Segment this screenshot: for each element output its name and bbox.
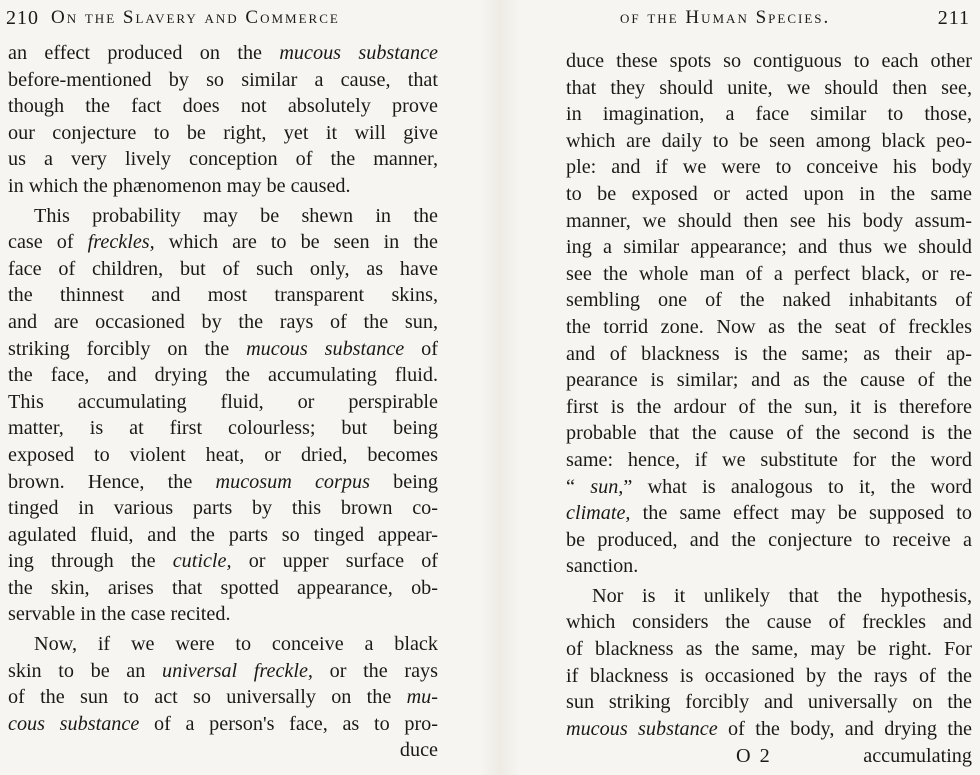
italic-phrase: mucosum corpus: [215, 470, 370, 493]
text-run: sanction.: [566, 555, 639, 578]
text-line: [8, 120, 438, 147]
text-line: [566, 128, 972, 155]
text-line: [566, 208, 972, 235]
page-footer: [566, 745, 972, 768]
text-run: in imagination, a face similar to those,: [566, 103, 972, 126]
text-run: ” what is analogous to it, the word: [623, 475, 972, 498]
text-run: tinged in various parts by this brown co-: [8, 497, 438, 520]
text-run: skin to be an: [8, 659, 162, 682]
text-run: or upper surface of: [231, 550, 439, 573]
text-run: the torrid zone. Now as the seat of freckles: [566, 315, 972, 338]
text-run: This accumulating fluid, or perspirable: [8, 390, 438, 413]
text-run: “: [566, 475, 591, 498]
text-run: us a very lively conception of the manner,: [8, 148, 438, 171]
text-line: [566, 474, 972, 501]
text-run: pearance is similar; and as the cause of the: [566, 369, 972, 392]
text-run: agulated fluid, and the parts so tinged appear-: [8, 523, 438, 546]
text-line: [8, 256, 438, 283]
text-run: This probability may be shewn in the: [34, 204, 438, 227]
text-line: [566, 447, 972, 474]
text-run: of blackness as the same, may be right. For: [566, 638, 972, 661]
italic-phrase: universal freckle,: [162, 659, 313, 682]
text-line: [566, 48, 972, 75]
text-run: case of: [8, 231, 88, 254]
italic-phrase: mu-: [406, 686, 438, 709]
text-run: of the sun to act so universally on the: [8, 686, 407, 709]
text-line: [8, 40, 438, 67]
text-line: [8, 631, 438, 658]
text-line: [8, 309, 438, 336]
text-line: [8, 522, 438, 549]
text-run: manner, we should then see his body assum-: [566, 209, 972, 232]
text-line: [566, 367, 972, 394]
text-run: duce these spots so contiguous to each other: [566, 50, 972, 72]
text-run: an effect produced on the: [8, 42, 280, 64]
text-line: [8, 711, 438, 738]
text-run: servable in the case recited.: [8, 603, 231, 626]
text-run: which are to be seen in the: [154, 231, 438, 254]
text-run: though the fact does not absolutely prove: [8, 95, 438, 118]
page-number: 210: [6, 6, 39, 29]
text-line: [8, 203, 438, 230]
text-line: [566, 154, 972, 181]
text-line: [566, 341, 972, 368]
text-run: to be exposed or acted upon in the same: [566, 182, 972, 205]
text-run: duce: [399, 739, 438, 762]
text-run: ing through the: [8, 550, 173, 573]
text-line: [8, 229, 438, 256]
text-run: ple: and if we were to conceive his body: [566, 156, 972, 179]
text-line: [566, 234, 972, 261]
text-line: [8, 684, 438, 711]
text-run: the face, and drying the accumulating fluid.: [8, 364, 438, 387]
text-run: face of children, but of such only, as have: [8, 257, 438, 280]
text-run: the thinnest and most transparent skins,: [8, 284, 438, 307]
text-run: matter, is at first colourless; but being: [8, 417, 438, 440]
text-run: the same effect may be supposed to: [630, 502, 972, 525]
text-line: [8, 442, 438, 469]
text-line: [8, 362, 438, 389]
text-run: before-mentioned by so similar a cause, that: [8, 68, 438, 91]
text-run: and are occasioned by the rays of the sun,: [8, 310, 438, 333]
text-line: [566, 287, 972, 314]
text-line: [566, 527, 972, 554]
left-page: [0, 0, 480, 775]
page-number: 211: [937, 6, 970, 29]
text-run: or the rays: [312, 659, 438, 682]
text-run: same: hence, if we substitute for the word: [566, 448, 972, 471]
text-run: Now, if we were to conceive a black: [34, 633, 438, 656]
text-line: [566, 314, 972, 341]
text-run: that they should unite, we should then see,: [566, 76, 972, 99]
text-run: in which the phænomenon may be caused.: [8, 174, 351, 197]
text-run: and of blackness is the same; as their ap-: [566, 342, 972, 365]
text-run: of: [404, 337, 438, 360]
text-line: [8, 495, 438, 522]
text-line: [8, 146, 438, 173]
catchword: accumulating: [863, 745, 972, 767]
text-line: [566, 181, 972, 208]
text-line: [8, 658, 438, 685]
text-line: [8, 282, 438, 309]
text-run: ing a similar appearance; and thus we should: [566, 236, 972, 259]
italic-phrase: mucous substance: [279, 42, 438, 64]
text-line: [8, 575, 438, 602]
running-head: of the Human Species.: [620, 7, 831, 28]
text-run: striking forcibly on the: [8, 337, 247, 360]
signature-mark: O 2: [736, 745, 772, 767]
text-run: which are daily to be seen among black peo-: [566, 129, 972, 152]
text-run: brown. Hence, the: [8, 470, 216, 493]
text-run: of the body, and drying the: [717, 717, 973, 740]
text-line: [566, 420, 972, 447]
text-line: [566, 101, 972, 128]
right-page-header: [620, 2, 970, 34]
left-page-header: [6, 2, 446, 34]
text-line: [566, 689, 972, 716]
text-line: [8, 173, 438, 200]
text-run: be produced, and the conjecture to receive a: [566, 528, 972, 551]
text-line: [566, 663, 972, 690]
text-line: [566, 261, 972, 288]
italic-phrase: cous substance: [8, 712, 140, 735]
italic-phrase: climate,: [566, 502, 631, 525]
text-line: [566, 553, 972, 580]
text-line: [566, 716, 972, 743]
text-line: [8, 469, 438, 496]
text-run: which considers the cause of freckles and: [566, 611, 972, 634]
text-run: the skin, arises that spotted appearance, ob-: [8, 576, 438, 599]
right-page-text: [566, 48, 972, 742]
text-run: our conjecture to be right, yet it will give: [8, 121, 438, 144]
italic-phrase: cuticle,: [172, 550, 232, 573]
right-page: [520, 0, 980, 775]
text-run: exposed to violent heat, or dried, becomes: [8, 443, 438, 466]
text-line: [8, 601, 438, 628]
text-line: [8, 737, 438, 764]
text-run: Nor is it unlikely that the hypothesis,: [592, 584, 972, 607]
text-run: of a person's face, as to pro-: [139, 712, 438, 735]
text-line: [566, 609, 972, 636]
text-line: [566, 636, 972, 663]
italic-phrase: mucous substance: [246, 337, 405, 360]
text-run: sun striking forcibly and universally on the: [566, 691, 972, 714]
text-line: [8, 67, 438, 94]
text-line: [8, 548, 438, 575]
text-line: [566, 500, 972, 527]
text-line: [8, 389, 438, 416]
left-page-text: [8, 40, 438, 764]
book-gutter: [480, 0, 520, 775]
text-run: first is the ardour of the sun, it is therefore: [566, 395, 972, 418]
running-head: On the Slavery and Commerce: [51, 7, 340, 28]
text-line: [8, 336, 438, 363]
text-run: sembling one of the naked inhabitants of: [566, 289, 972, 312]
text-line: [8, 415, 438, 442]
italic-phrase: mucous substance: [566, 717, 718, 740]
italic-phrase: sun,: [590, 475, 624, 498]
text-run: probable that the cause of the second is the: [566, 422, 972, 445]
text-line: [566, 583, 972, 610]
text-line: [566, 75, 972, 102]
text-run: if blackness is occasioned by the rays of the: [566, 664, 972, 687]
text-line: [8, 93, 438, 120]
text-run: being: [369, 470, 438, 493]
text-run: see the whole man of a perfect black, or re-: [566, 262, 972, 285]
text-line: [566, 394, 972, 421]
italic-phrase: freckles,: [87, 231, 155, 254]
